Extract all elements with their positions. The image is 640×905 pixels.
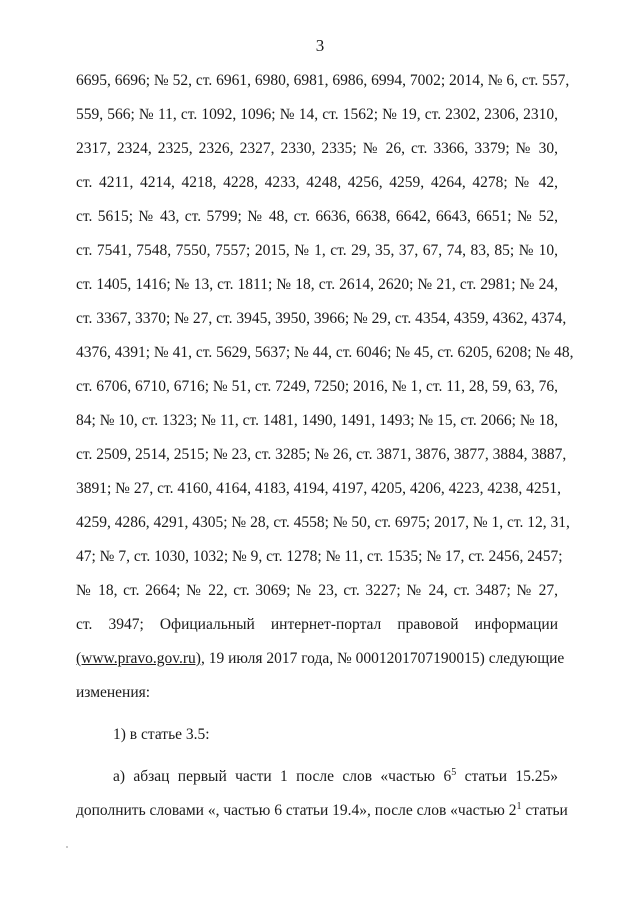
scan-speck xyxy=(66,846,68,848)
text-fragment: а) абзац первый части 1 после слов «частью 6 xyxy=(113,768,452,785)
text-line: 559, 566; № 11, ст. 1092, 1096; № 14, ст. 1562; № 19, ст. 2302, 2306, 2310, xyxy=(76,106,558,123)
text-line: 4376, 4391; № 41, ст. 5629, 5637; № 44, ст. 6046; № 45, ст. 6205, 6208; № 48, xyxy=(76,344,574,361)
text-line: ст. 3367, 3370; № 27, ст. 3945, 3950, 3966; № 29, ст. 4354, 4359, 4362, 4374, xyxy=(76,310,567,327)
text-line: изменения: xyxy=(76,684,151,701)
text-fragment: дополнить словами «, частью 6 статьи 19.4», после слов «частью 2 xyxy=(76,802,517,819)
superscript: 5 xyxy=(451,767,457,778)
text-line: 6695, 6696; № 52, ст. 6961, 6980, 6981, 6986, 6994, 7002; 2014, № 6, ст. 557, xyxy=(76,72,570,89)
text-line: ст. 4211, 4214, 4218, 4228, 4233, 4248, 4256, 4259, 4264, 4278; № 42, xyxy=(76,174,558,191)
text-fragment: статьи 15.25» xyxy=(456,768,558,785)
pravo-link[interactable]: (www.pravo.gov.ru) xyxy=(76,650,201,667)
text-fragment: статьи xyxy=(521,802,568,819)
superscript: 1 xyxy=(516,801,522,812)
text-line xyxy=(76,649,565,669)
text-line: 3891; № 27, ст. 4160, 4164, 4183, 4194, 4197, 4205, 4206, 4223, 4238, 4251, xyxy=(76,480,561,497)
text-line: ст. 3947; Официальный интернет-портал правовой информации xyxy=(76,616,558,633)
text-line: ст. 1405, 1416; № 13, ст. 1811; № 18, ст. 2614, 2620; № 21, ст. 2981; № 24, xyxy=(76,276,558,293)
text-line xyxy=(76,801,568,821)
text-line: ст. 6706, 6710, 6716; № 51, ст. 7249, 7250; 2016, № 1, ст. 11, 28, 59, 63, 76, xyxy=(76,378,558,395)
list-item-a xyxy=(113,767,558,787)
page-number: 3 xyxy=(315,36,325,55)
text-line: № 18, ст. 2664; № 22, ст. 3069; № 23, ст. 3227; № 24, ст. 3487; № 27, xyxy=(76,582,558,599)
text-line: ст. 7541, 7548, 7550, 7557; 2015, № 1, ст. 29, 35, 37, 67, 74, 83, 85; № 10, xyxy=(76,242,558,259)
text-line: ст. 2509, 2514, 2515; № 23, ст. 3285; № 26, ст. 3871, 3876, 3877, 3884, 3887, xyxy=(76,446,567,463)
list-item-1: 1) в статье 3.5: xyxy=(113,726,210,743)
text-line: 2317, 2324, 2325, 2326, 2327, 2330, 2335; № 26, ст. 3366, 3379; № 30, xyxy=(76,140,558,157)
text-line: 84; № 10, ст. 1323; № 11, ст. 1481, 1490, 1491, 1493; № 15, ст. 2066; № 18, xyxy=(76,412,558,429)
text-line: 4259, 4286, 4291, 4305; № 28, ст. 4558; № 50, ст. 6975; 2017, № 1, ст. 12, 31, xyxy=(76,514,570,531)
text-line: ст. 5615; № 43, ст. 5799; № 48, ст. 6636, 6638, 6642, 6643, 6651; № 52, xyxy=(76,208,558,225)
text-fragment: , 19 июля 2017 года, № 0001201707190015) следующие xyxy=(200,650,565,667)
text-line: 47; № 7, ст. 1030, 1032; № 9, ст. 1278; № 11, ст. 1535; № 17, ст. 2456, 2457; xyxy=(76,548,563,565)
